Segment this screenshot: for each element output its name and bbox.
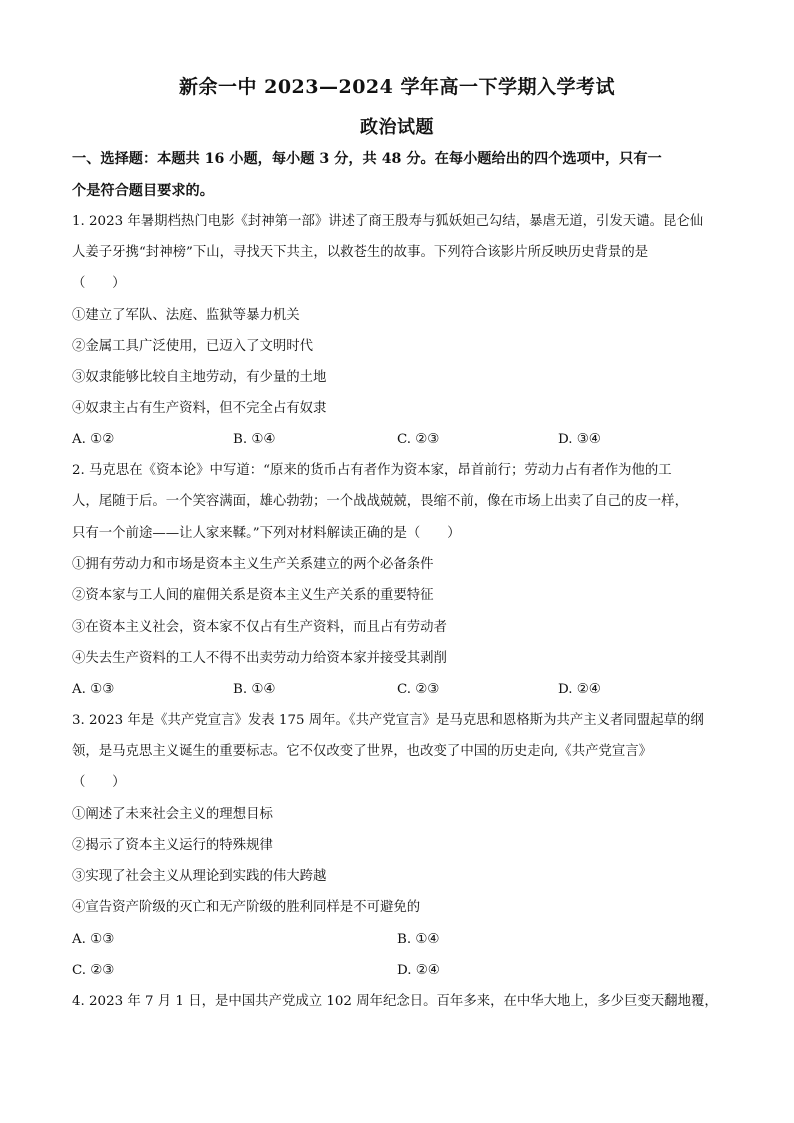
q3-item-4: ④宣告资产阶级的灭亡和无产阶级的胜利同样是不可避免的 <box>72 900 421 915</box>
q2-option-c[interactable]: C. ②③ <box>397 682 440 697</box>
q1-option-d[interactable]: D. ③④ <box>558 432 601 447</box>
q2-stem-line-3: 只有一个前途——让人家来鞣。”下列对材料解读正确的是（ ） <box>72 526 461 541</box>
q2-option-d[interactable]: D. ②④ <box>558 682 601 697</box>
q1-stem-line-1: 1. 2023 年暑期档热门电影《封神第一部》讲述了商王殷寿与狐妖妲己勾结，暴虐无道，引发天谴。昆仑仙 <box>72 214 704 229</box>
q1-option-a[interactable]: A. ①② <box>72 432 115 447</box>
q3-option-d[interactable]: D. ②④ <box>397 963 440 978</box>
q2-item-3: ③在资本主义社会，资本家不仅占有生产资料，而且占有劳动者 <box>72 620 447 635</box>
q1-stem-line-3: （ ） <box>72 276 126 291</box>
q3-item-2: ②揭示了资本主义运行的特殊规律 <box>72 838 273 853</box>
q3-item-1: ①阐述了未来社会主义的理想目标 <box>72 807 273 822</box>
q1-stem-line-2: 人姜子牙携“封神榜”下山，寻找天下共主，以救苍生的故事。下列符合该影片所反映历史背景的是 <box>72 245 649 260</box>
q1-item-2: ②金属工具广泛使用，已迈入了文明时代 <box>72 339 314 354</box>
q1-item-4: ④奴隶主占有生产资料，但不完全占有奴隶 <box>72 401 327 416</box>
q2-stem-line-1: 2. 马克思在《资本论》中写道：“原来的货币占有者作为资本家，昂首前行；劳动力占有者作为他的工 <box>72 463 672 478</box>
q3-item-3: ③实现了社会主义从理论到实践的伟大跨越 <box>72 869 327 884</box>
q2-option-a[interactable]: A. ①③ <box>72 682 115 697</box>
q1-option-c[interactable]: C. ②③ <box>397 432 440 447</box>
q3-stem-line-2: 领，是马克思主义诞生的重要标志。它不仅改变了世界，也改变了中国的历史走向,《共产党宣言》 <box>72 744 653 759</box>
q2-item-1: ①拥有劳动力和市场是资本主义生产关系建立的两个必备条件 <box>72 557 434 572</box>
q2-item-4: ④失去生产资料的工人不得不出卖劳动力给资本家并接受其剥削 <box>72 651 447 666</box>
q2-stem-line-2: 人，尾随于后。一个笑容满面，雄心勃勃；一个战战兢兢，畏缩不前，像在市场上出卖了自己的皮一样， <box>72 494 688 509</box>
q2-item-2: ②资本家与工人间的雇佣关系是资本主义生产关系的重要特征 <box>72 588 434 603</box>
q1-option-b[interactable]: B. ①④ <box>233 432 276 447</box>
section-instruction-line-2: 个是符合题目要求的。 <box>72 183 214 199</box>
q2-option-b[interactable]: B. ①④ <box>233 682 276 697</box>
q3-stem-line-3: （ ） <box>72 775 126 790</box>
section-instruction-line-1: 一、选择题：本题共 16 小题，每小题 3 分，共 48 分。在每小题给出的四个选项中，只有一 <box>72 151 662 167</box>
q3-option-b[interactable]: B. ①④ <box>397 932 440 947</box>
q1-item-3: ③奴隶能够比较自主地劳动，有少量的土地 <box>72 370 327 385</box>
exam-title: 新余一中 2023—2024 学年高一下学期入学考试 <box>179 76 615 98</box>
q3-option-a[interactable]: A. ①③ <box>72 932 115 947</box>
q4-stem-line-1: 4. 2023 年 7 月 1 日，是中国共产党成立 102 周年纪念日。百年多来，在中华大地上，多少巨变天翻地覆， <box>72 994 718 1009</box>
q1-item-1: ①建立了军队、法庭、监狱等暴力机关 <box>72 308 300 323</box>
q3-stem-line-1: 3. 2023 年是《共产党宣言》发表 175 周年。《共产党宣言》是马克思和恩格斯为共产主义者同盟起草的纲 <box>72 713 704 728</box>
exam-subject: 政治试题 <box>360 117 434 138</box>
q3-option-c[interactable]: C. ②③ <box>72 963 115 978</box>
